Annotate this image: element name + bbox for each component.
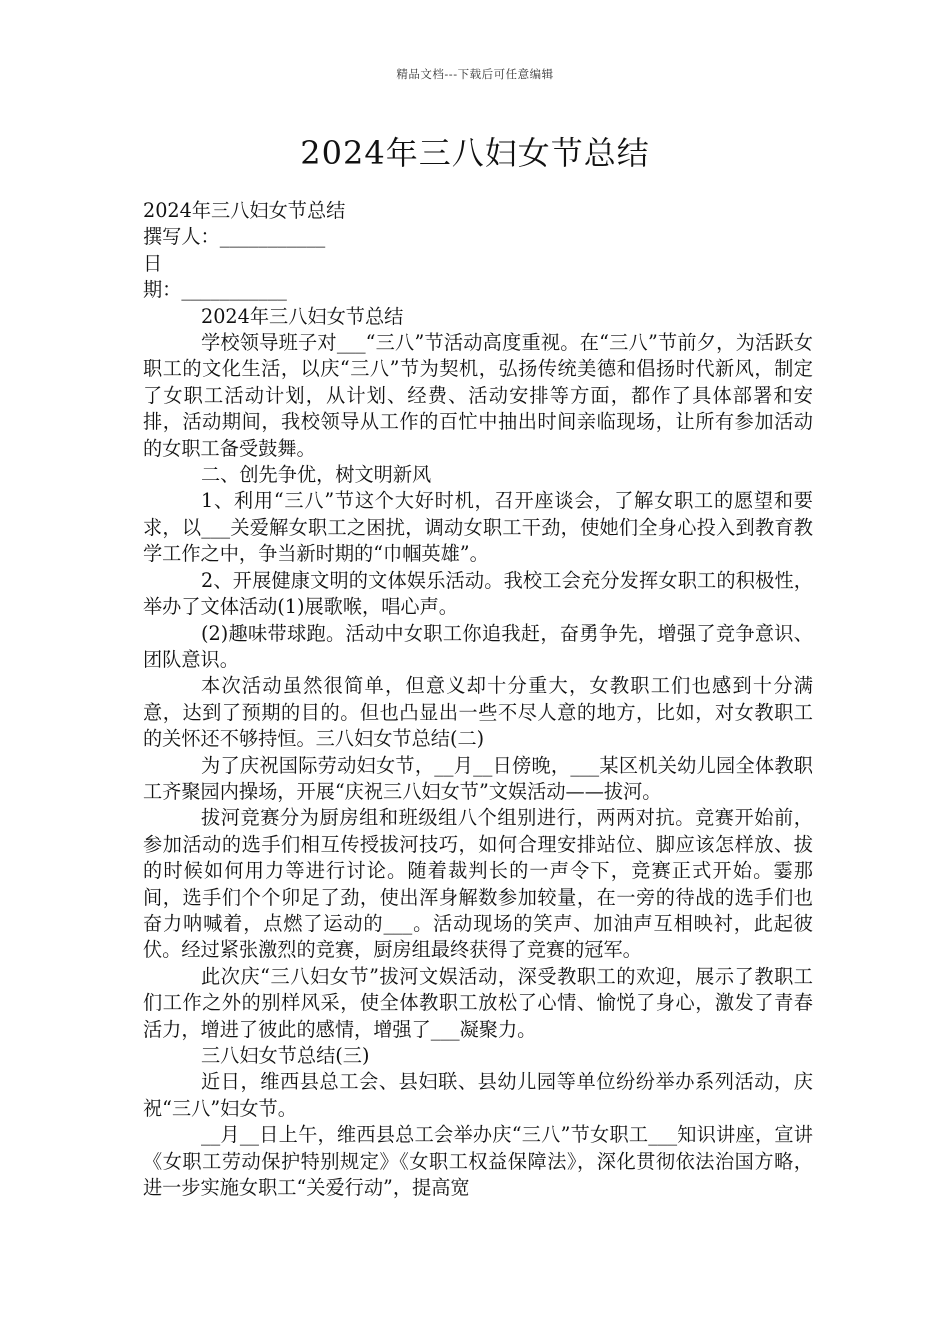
- paragraph: 1、利用“三八”节这个大好时机，召开座谈会，了解女职工的愿望和要求，以___关爱解女职工之困扰，调动女职工干劲，使她们全身心投入到教育教学工作之中，争当新时期的“巾帼英雄”。: [143, 489, 813, 566]
- paragraph: 近日，维西县总工会、县妇联、县幼儿园等单位纷纷举办系列活动，庆祝“三八”妇女节。: [143, 1070, 813, 1120]
- header-note: 精品文档---下载后可任意编辑: [396, 67, 554, 81]
- paragraph: 本次活动虽然很简单，但意义却十分重大，女教职工们也感到十分满意，达到了预期的目的。但也凸显出一些不尽人意的地方，比如，对女教职工的关怀还不够持恒。三八妇女节总结(二): [143, 674, 813, 751]
- section-heading: 三八妇女节总结(三): [201, 1044, 370, 1067]
- paragraph: (2)趣味带球跑。活动中女职工你追我赶，奋勇争先，增强了竞争意识、团队意识。: [143, 621, 813, 671]
- paragraph: __月__日上午，维西县总工会举办庆“三八”节女职工___知识讲座，宣讲《女职工劳动保护特别规定》《女职工权益保障法》，深化贯彻依法治国方略，进一步实施女职工“关爱行动”，提高宽: [143, 1123, 813, 1200]
- paragraph: 此次庆“三八妇女节”拔河文娱活动，深受教职工的欢迎，展示了教职工们工作之外的别样风采，使全体教职工放松了心情、愉悦了身心，激发了青春活力，增进了彼此的感情，增强了___凝聚力。: [143, 964, 813, 1041]
- meta-author: 撰写人：___________: [143, 225, 326, 249]
- document-body: [143, 198, 813, 1201]
- paragraph: 拔河竞赛分为厨房组和班级组八个组别进行，两两对抗。竞赛开始前，参加活动的选手们相互传授拔河技巧，如何合理安排站位、脚应该怎样放、拔的时候如何用力等进行讨论。随着裁判长的一声令下，竞赛正式开始。霎那间，选手们个个卯足了劲，使出浑身解数参加较量，在一旁的待战的选手们也奋力呐喊着，点燃了运动的___。活动现场的笑声、加油声互相映衬，此起彼伏。经过紧张激烈的竞赛，厨房组最终获得了竞赛的冠军。: [143, 806, 813, 962]
- section-heading: 二、创先争优，树文明新风: [201, 463, 432, 487]
- meta-subtitle: 2024年三八妇女节总结: [143, 199, 346, 222]
- document-title: 2024年三八妇女节总结: [300, 134, 650, 172]
- paragraph: 2024年三八妇女节总结: [201, 304, 404, 328]
- meta-date-label: 日: [143, 251, 163, 275]
- paragraph: 学校领导班子对___“三八”节活动高度重视。在“三八”节前夕，为活跃女职工的文化生活，以庆“三八”节为契机，弘扬传统美德和倡扬时代新风，制定了女职工活动计划，从计划、经费、活动安排等方面，都作了具体部署和安排，活动期间，我校领导从工作的百忙中抽出时间亲临现场，让所有参加活动的女职工备受鼓舞。: [143, 331, 813, 460]
- paragraph: 为了庆祝国际劳动妇女节，__月__日傍晚，___某区机关幼儿园全体教职工齐聚园内操场，开展“庆祝三八妇女节”文娱活动——拔河。: [143, 753, 813, 803]
- paragraph: 2、开展健康文明的文体娱乐活动。我校工会充分发挥女职工的积极性，举办了文体活动(1)展歌喉，唱心声。: [143, 568, 813, 619]
- meta-date-value: 期：___________: [143, 278, 287, 302]
